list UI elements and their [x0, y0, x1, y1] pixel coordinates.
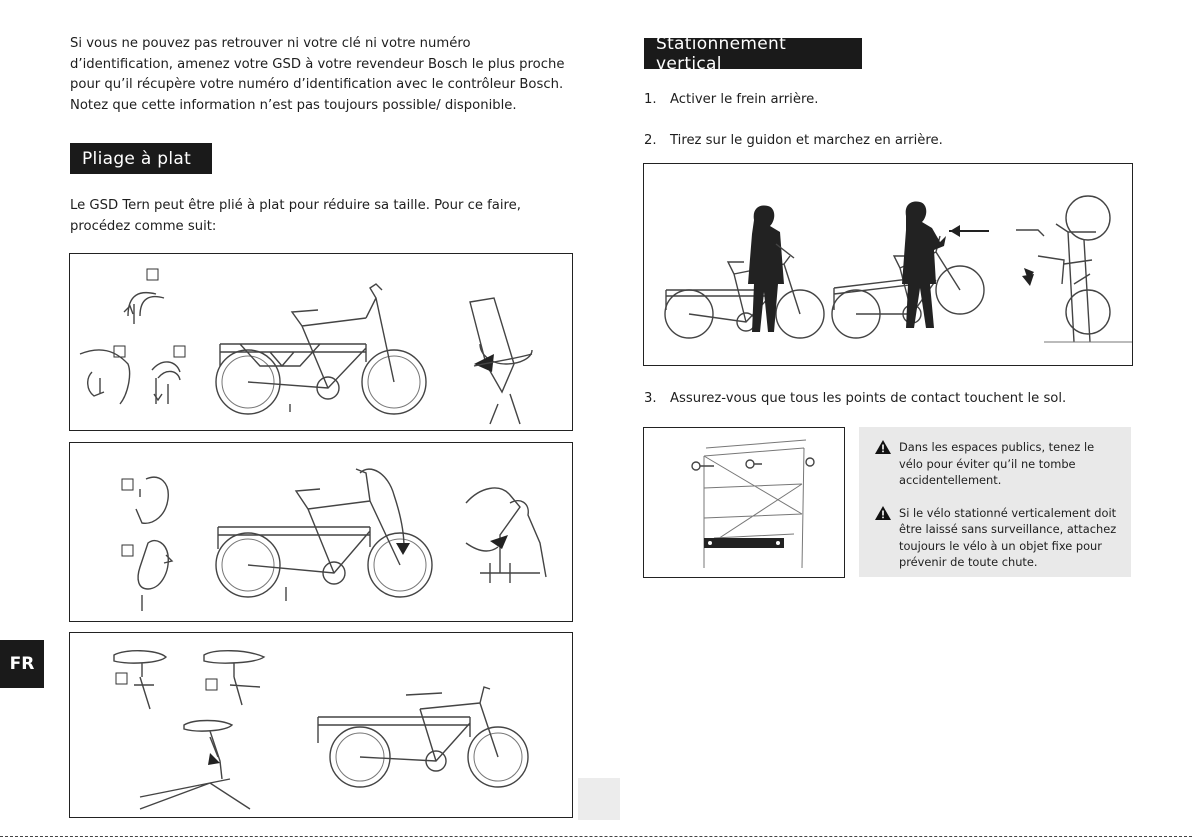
folding-paragraph: Le GSD Tern peut être plié à plat pour réduire sa taille. Pour ce faire, procédez comme suit: — [70, 198, 521, 234]
vertical-parking-heading-text: Stationnement vertical — [656, 33, 787, 74]
step-3 — [644, 391, 1066, 406]
step-1-text: Activer le frein arrière. — [670, 92, 819, 107]
folding-step3-drawing — [70, 633, 573, 818]
step-1-number: 1. — [644, 92, 657, 107]
language-tab-label: FR — [9, 654, 35, 674]
warning-note-1 — [875, 439, 1117, 489]
folding-step2-drawing — [70, 443, 573, 622]
warning-note-2-text: Si le vélo stationné verticalement doit être laissé sans surveillance, attachez toujours le vélo à un objet fixe pour prévenir de toute chute. — [899, 505, 1117, 569]
vertical-parking-heading — [644, 33, 862, 74]
warning-note-2 — [875, 505, 1117, 571]
contact-points-illustration — [643, 427, 845, 578]
vertical-parking-drawing — [644, 164, 1133, 366]
step-1 — [644, 92, 818, 107]
intro-paragraph: Si vous ne pouvez pas retrouver ni votre clé ni votre numéro d’identification, amenez votre GSD à votre revendeur Bosch le plus proche pour qu’il récupère votre numéro d’identification avec le contrôleur Bosch. Notez que cette information n’est pas toujours possible/ disponible. — [70, 36, 565, 113]
folding-heading — [70, 143, 212, 174]
vertical-parking-illustration — [643, 163, 1133, 366]
folding-illustration-1 — [69, 253, 573, 431]
folding-illustration-2 — [69, 442, 573, 622]
warning-note-1-text: Dans les espaces publics, tenez le vélo pour éviter qu’il ne tombe accidentellement. — [899, 440, 1095, 487]
bottom-dashed-rule — [0, 836, 1192, 837]
step-3-text: Assurez-vous que tous les points de contact touchent le sol. — [670, 391, 1067, 406]
step-2-text: Tirez sur le guidon et marchez en arrière. — [670, 133, 943, 148]
warning-icon — [875, 505, 899, 571]
folding-heading-text: Pliage à plat — [82, 148, 192, 169]
warning-icon — [875, 439, 899, 489]
folding-illustration-3 — [69, 632, 573, 818]
step-2-number: 2. — [644, 133, 657, 148]
contact-points-drawing — [644, 428, 845, 578]
step-2 — [644, 133, 943, 148]
warning-notes — [859, 427, 1131, 577]
language-tab — [0, 640, 44, 688]
page-number-box — [578, 778, 620, 820]
folding-step1-drawing — [70, 254, 573, 431]
step-3-number: 3. — [644, 391, 657, 406]
